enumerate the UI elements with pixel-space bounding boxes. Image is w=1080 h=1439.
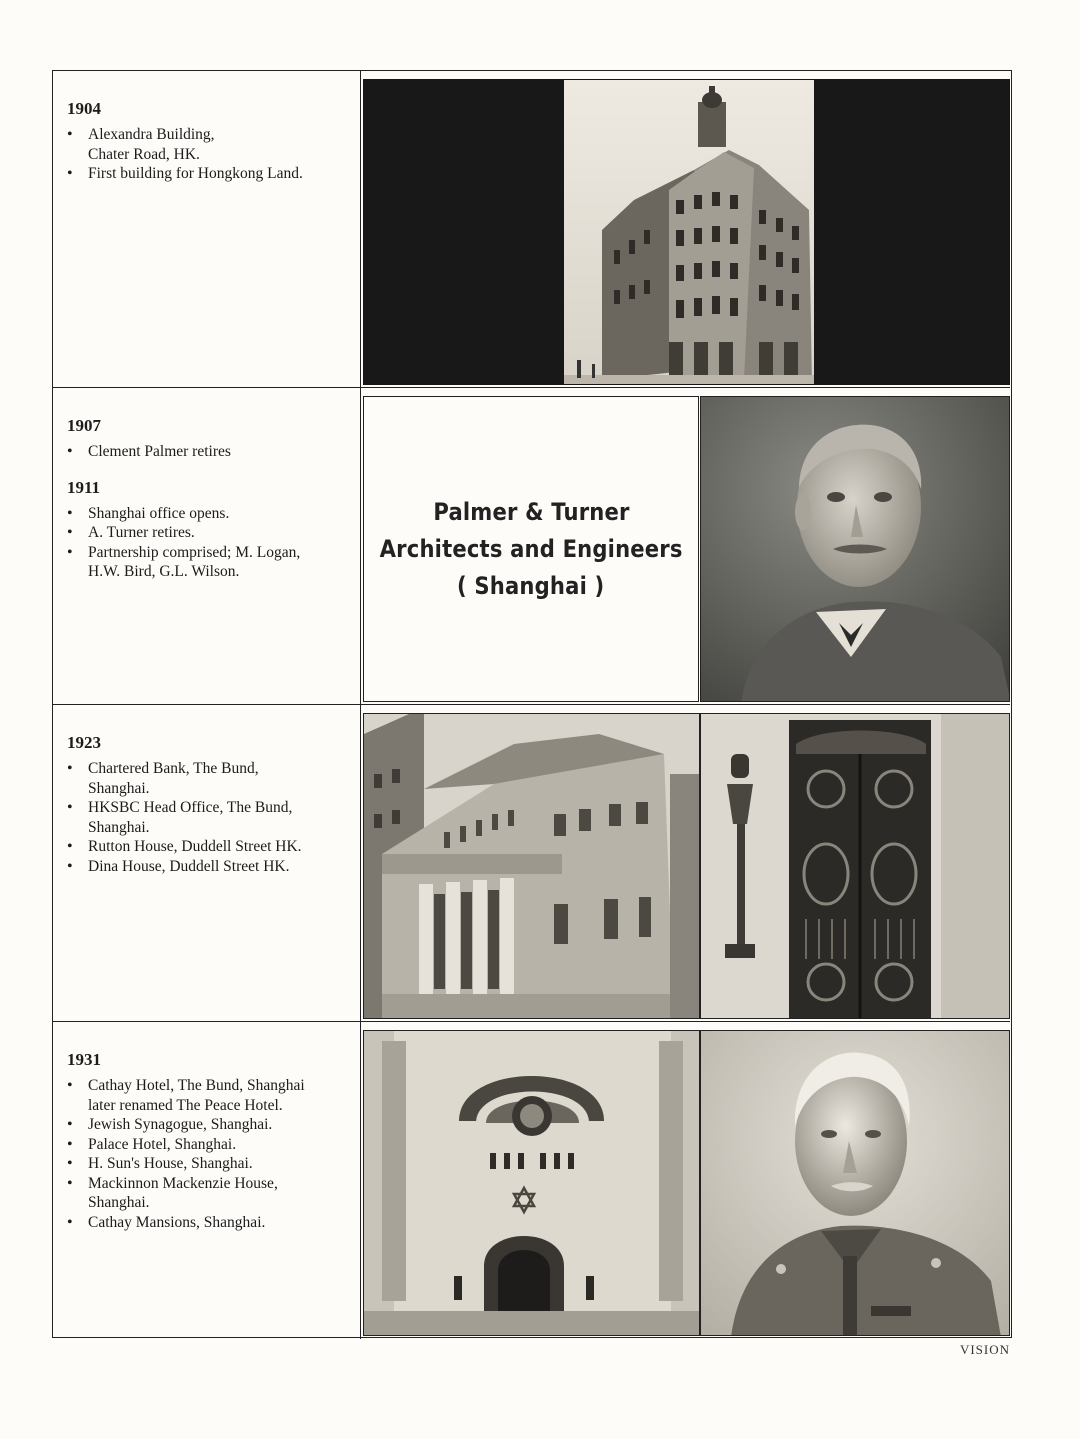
project-list <box>67 1076 360 1232</box>
timeline-text-column <box>53 1022 361 1339</box>
list-item: • Shanghai office opens. <box>67 504 360 524</box>
list-item: • Jewish Synagogue, Shanghai. <box>67 1115 360 1135</box>
chartered-bank-photo <box>363 713 700 1019</box>
year-heading: 1907 <box>67 416 101 435</box>
list-item: • Cathay Hotel, The Bund, Shanghai later renamed The Peace Hotel. <box>67 1076 360 1115</box>
firm-location: ( Shanghai ) <box>457 571 605 600</box>
list-item: • Palace Hotel, Shanghai. <box>67 1135 360 1155</box>
year-heading: 1931 <box>67 1050 101 1069</box>
list-item: • Cathay Mansions, Shanghai. <box>67 1213 360 1233</box>
publication-footer: VISION <box>959 1342 1010 1357</box>
timeline-text-column <box>53 71 361 387</box>
list-item: • Rutton House, Duddell Street HK. <box>67 837 360 857</box>
list-item: • A. Turner retires. <box>67 523 360 543</box>
military-portrait-photo <box>700 1030 1010 1336</box>
firm-name: Palmer & Turner <box>432 497 630 526</box>
list-item: • Alexandra Building, Chater Road, HK. <box>67 125 360 164</box>
year-heading: 1904 <box>67 99 101 118</box>
project-list <box>67 125 360 184</box>
timeline-text-column <box>53 388 361 704</box>
project-list <box>67 504 360 582</box>
alexandra-building-photo <box>363 79 1010 385</box>
timeline-frame <box>52 70 1012 1338</box>
bank-gate-detail-photo <box>700 713 1010 1019</box>
synagogue-photo <box>363 1030 700 1336</box>
timeline-row-1931 <box>53 1022 1010 1339</box>
list-item: • Mackinnon Mackenzie House, Shanghai. <box>67 1174 360 1213</box>
list-item: • HKSBC Head Office, The Bund, Shanghai. <box>67 798 360 837</box>
year-heading: 1911 <box>67 477 101 497</box>
portrait-photo <box>700 396 1010 702</box>
list-item: • Chartered Bank, The Bund, Shanghai. <box>67 759 360 798</box>
project-list <box>67 442 360 462</box>
list-item: • First building for Hongkong Land. <box>67 164 360 184</box>
year-heading: 1923 <box>67 733 101 752</box>
firm-subtitle: Architects and Engineers <box>379 534 683 563</box>
list-item: • H. Sun's House, Shanghai. <box>67 1154 360 1174</box>
timeline-row-1904 <box>53 71 1010 388</box>
timeline-text-column <box>53 705 361 1021</box>
list-item: • Dina House, Duddell Street HK. <box>67 857 360 877</box>
list-item: • Clement Palmer retires <box>67 442 360 462</box>
timeline-row-1907-1911 <box>53 388 1010 705</box>
firm-title-block <box>363 396 699 702</box>
timeline-row-1923 <box>53 705 1010 1022</box>
list-item: • Partnership comprised; M. Logan, H.W. Bird, G.L. Wilson. <box>67 543 360 582</box>
project-list <box>67 759 360 876</box>
